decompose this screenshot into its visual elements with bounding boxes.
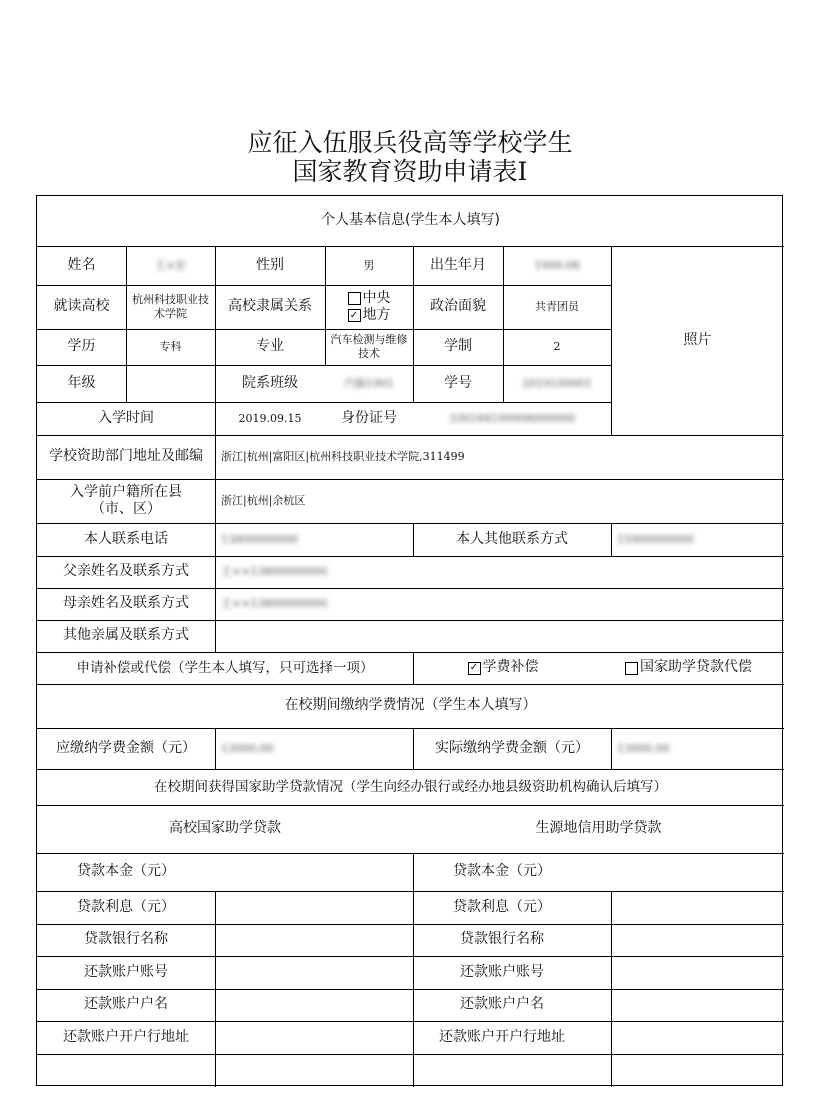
checkbox-checked-icon: ✓ <box>468 662 481 675</box>
label-gender: 性别 <box>256 256 284 273</box>
label-apply: 申请补偿或代偿（学生本人填写，只可选择一项） <box>76 659 374 676</box>
label-other-contact: 本人其他联系方式 <box>456 530 568 547</box>
origin-loan-label-5: 还款账户户名 <box>460 996 544 1013</box>
form-title-line2: 国家教育资助申请表Ⅰ <box>292 157 528 186</box>
value-fee-paid: 13000.00 <box>617 741 670 755</box>
value-gender: 男 <box>363 258 375 272</box>
label-school: 就读高校 <box>53 298 110 315</box>
checkbox-empty-icon <box>625 662 638 675</box>
label-hukou: 入学前户籍所在县 （市、区） <box>70 483 182 517</box>
value-id-number: 330184199908000000 <box>449 411 575 425</box>
label-aid-dept: 学校资助部门地址及邮编 <box>49 448 203 465</box>
option-loan-repay[interactable]: 国家助学贷款代偿 <box>593 652 784 684</box>
label-phone: 本人联系电话 <box>84 530 168 547</box>
value-enroll-date: 2019.09.15 <box>238 411 302 425</box>
label-affiliation: 高校隶属关系 <box>228 298 312 315</box>
label-grade: 年级 <box>67 374 96 391</box>
label-education: 学历 <box>67 338 96 355</box>
option-central[interactable]: 中央 <box>348 290 391 308</box>
value-hukou: 浙江|杭州|余杭区 <box>221 494 306 508</box>
origin-loan-label-1: 贷款本金（元） <box>453 863 551 880</box>
label-fee-due: 应缴纳学费金额（元） <box>56 739 196 756</box>
section-personal-info: 个人基本信息(学生本人填写) <box>321 212 500 229</box>
value-student-id: 2019100001 <box>522 376 592 390</box>
value-education: 专科 <box>159 340 182 354</box>
value-political: 共青团员 <box>535 300 579 314</box>
value-aid-dept: 浙江|杭州|富阳区|杭州科技职业技术学院,311499 <box>221 450 465 464</box>
value-mother: 王××13800000000 <box>221 597 328 611</box>
label-mother: 母亲姓名及联系方式 <box>63 595 189 612</box>
section-origin-loan: 生源地信用助学贷款 <box>535 820 662 837</box>
value-father: 王××13800000000 <box>221 565 328 579</box>
option-tuition[interactable]: ✓ 学费补偿 <box>413 652 593 684</box>
option-local[interactable]: ✓ 地方 <box>348 307 391 325</box>
label-id-number: 身份证号 <box>341 409 397 426</box>
campus-loan-label-3: 贷款银行名称 <box>84 931 168 948</box>
section-campus-loan: 高校国家助学贷款 <box>169 820 281 837</box>
label-father: 父亲姓名及联系方式 <box>63 563 189 580</box>
affiliation-options <box>325 285 413 329</box>
campus-loan-label-2: 贷款利息（元） <box>77 898 175 915</box>
value-birth: 1999.08 <box>534 258 580 272</box>
form-title-line1: 应征入伍服兵役高等学校学生 <box>247 128 573 157</box>
campus-loan-label-4: 还款账户账号 <box>84 963 168 980</box>
label-duration: 学制 <box>444 338 472 355</box>
campus-loan-label-1: 贷款本金（元） <box>77 863 175 880</box>
label-student-id: 学号 <box>444 374 472 391</box>
origin-loan-label-2: 贷款利息（元） <box>453 898 551 915</box>
campus-loan-label-5: 还款账户户名 <box>84 996 168 1013</box>
photo-box: 照片 <box>683 331 712 348</box>
origin-loan-label-6: 还款账户开户行地址 <box>439 1028 565 1045</box>
value-duration: 2 <box>553 340 561 354</box>
label-fee-paid: 实际缴纳学费金额（元） <box>435 739 589 756</box>
label-birth: 出生年月 <box>430 256 486 273</box>
value-phone: 13800000000 <box>221 532 298 546</box>
application-form-table <box>36 195 783 1086</box>
section-loans: 在校期间获得国家助学贷款情况（学生向经办银行或经办地县级资助机构确认后填写） <box>154 778 667 795</box>
label-class: 院系班级 <box>242 374 298 391</box>
label-name: 姓名 <box>67 256 96 273</box>
value-fee-due: 13000.00 <box>221 741 274 755</box>
label-enroll-date: 入学时间 <box>98 409 154 426</box>
checkbox-central-icon <box>348 292 361 305</box>
section-fees: 在校期间缴纳学费情况（学生本人填写） <box>284 697 537 714</box>
value-school: 杭州科技职业技术学院 <box>132 293 209 320</box>
label-major: 专业 <box>256 338 284 355</box>
label-political: 政治面貌 <box>430 298 486 315</box>
value-class: 汽修1901 <box>344 376 394 390</box>
value-name: 王×宏 <box>154 258 187 272</box>
value-other-contact: 15900000000 <box>617 532 694 546</box>
origin-loan-label-3: 贷款银行名称 <box>460 931 544 948</box>
campus-loan-label-6: 还款账户开户行地址 <box>63 1028 189 1045</box>
checkbox-checked-icon: ✓ <box>348 309 361 322</box>
label-relative: 其他亲属及联系方式 <box>63 627 189 644</box>
value-major: 汽车检测与维修技术 <box>330 333 408 360</box>
origin-loan-label-4: 还款账户账号 <box>460 963 544 980</box>
